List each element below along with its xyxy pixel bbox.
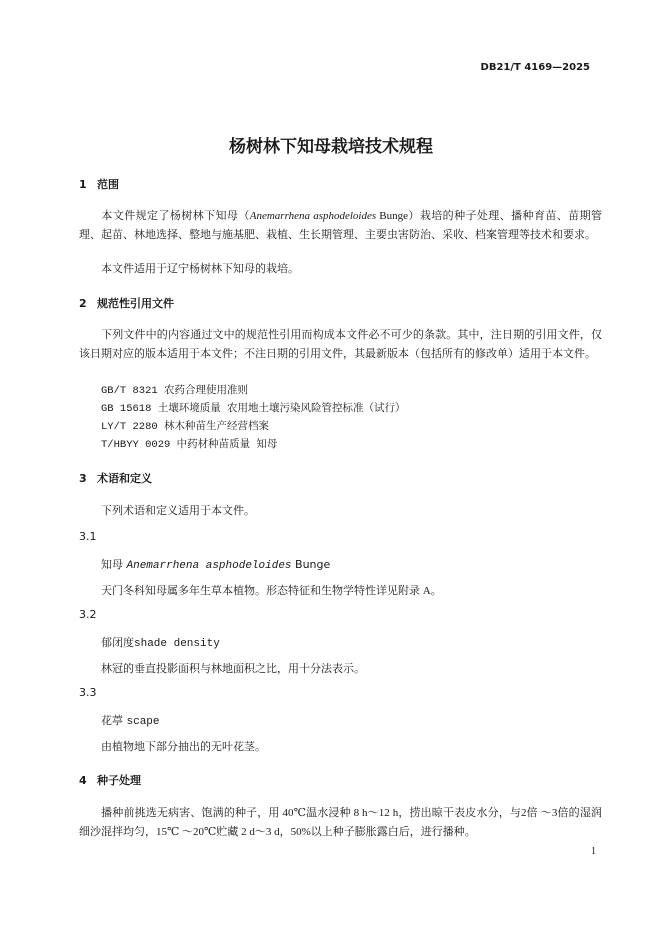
term-definition: 天门冬科知母属多年生草本植物。形态特征和生物学特性详见附录 A。 <box>101 585 442 597</box>
document-number: DB21/T 4169—2025 <box>480 62 590 73</box>
term-number: 3.2 <box>79 608 97 621</box>
section-2-heading <box>79 295 174 311</box>
section-2-paragraph: 下列文件中的内容通过文中的规范性引用而构成本文件必不可少的条款。其中，注日期的引用文件，仅该日期对应的版本适用于本文件；不注日期的引用文件，其最新版本（包括所有的修改单）适用于本文件。 <box>79 329 602 360</box>
latin-name: Anemarrhena asphodeloides <box>249 210 377 222</box>
section-3-number: 3 <box>79 472 87 485</box>
term-title: 郁闭度shade density <box>101 636 220 650</box>
section-3-title: 术语和定义 <box>97 472 152 485</box>
reference-item: LY/T 2280 林木种苗生产经营档案 <box>101 421 270 433</box>
term-number: 3.3 <box>79 686 97 699</box>
section-4-paragraph: 播种前挑选无病害、饱满的种子，用 40℃温水浸种 8 h～12 h，捞出晾干表皮水分，与2倍 ～3倍的湿润细沙混拌均匀，15℃ ～20℃贮藏 2 d～3 d，50%以上种子膨胀露白后，进行播种。 <box>79 807 602 838</box>
term-english: scape <box>126 716 160 728</box>
reference-item: T/HBYY 0029 中药材种苗质量 知母 <box>101 439 278 451</box>
term-definition: 由植物地下部分抽出的无叶花茎。 <box>101 741 266 753</box>
section-3-heading <box>79 470 152 486</box>
page-title: 杨树林下知母栽培技术规程 <box>229 137 433 157</box>
section-2-number: 2 <box>79 297 87 310</box>
reference-item: GB/T 8321 农药合理使用准则 <box>101 385 249 397</box>
section-1-paragraph-2: 本文件适用于辽宁杨树林下知母的栽培。 <box>101 263 299 275</box>
term-latin: Anemarrhena asphodeloides <box>126 560 292 572</box>
section-1-paragraph-1: 本文件规定了杨树林下知母（Anemarrhena asphodeloides Bunge）栽培的种子处理、播种育苗、苗期管理、起苗、林地选择、整地与施基肥、栽植、生长期管理、主要虫害防治、采收、档案管理等技术和要求。 <box>79 210 602 241</box>
section-1-heading <box>79 176 119 192</box>
section-3-intro: 下列术语和定义适用于本文件。 <box>101 505 255 517</box>
term-title: 花葶 scape <box>101 714 160 728</box>
section-1-title: 范围 <box>97 178 119 191</box>
term-number: 3.1 <box>79 530 97 543</box>
section-2-title: 规范性引用文件 <box>97 297 174 310</box>
reference-item: GB 15618 土壤环境质量 农用地土壤污染风险管控标准（试行） <box>101 403 406 415</box>
section-1-number: 1 <box>79 178 87 191</box>
section-4-number: 4 <box>79 774 87 787</box>
section-4-heading <box>79 772 141 788</box>
term-english: shade density <box>134 638 220 650</box>
page-number: 1 <box>591 846 596 857</box>
term-title: 知母 Anemarrhena asphodeloides Bunge <box>101 558 331 572</box>
term-definition: 林冠的垂直投影面积与林地面积之比，用十分法表示。 <box>101 663 365 675</box>
section-4-title: 种子处理 <box>97 774 141 787</box>
